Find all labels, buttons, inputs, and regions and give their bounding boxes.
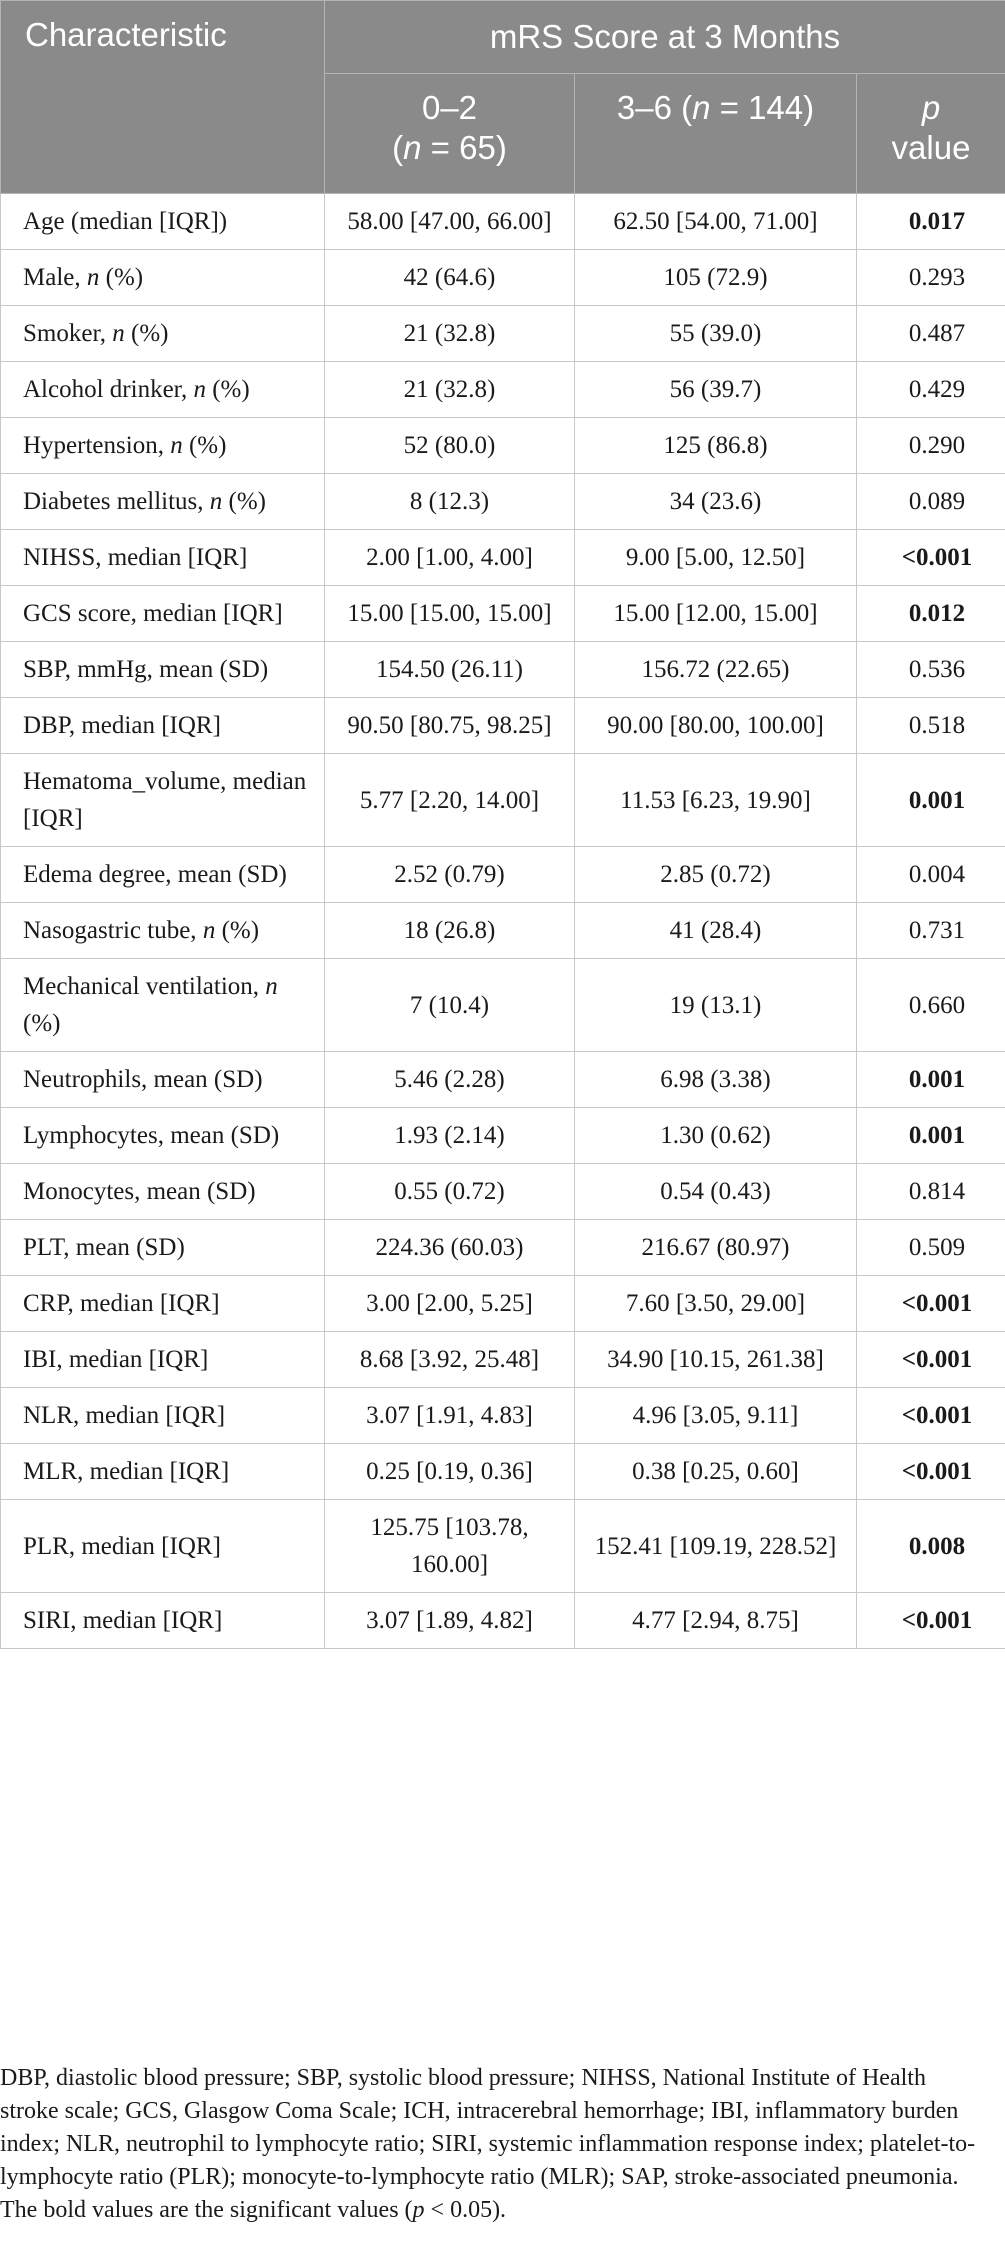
group-3-6-cell: 125 (86.8) — [575, 418, 857, 474]
characteristic-cell: Neutrophils, mean (SD) — [1, 1052, 325, 1108]
characteristic-cell: SBP, mmHg, mean (SD) — [1, 642, 325, 698]
table-row — [1, 1332, 1005, 1388]
characteristic-cell: IBI, median [IQR] — [1, 1332, 325, 1388]
group-0-2-cell: 52 (80.0) — [325, 418, 575, 474]
group-0-2-cell: 5.77 [2.20, 14.00] — [325, 754, 575, 847]
table-row — [1, 1164, 1005, 1220]
p-value-cell: 0.731 — [857, 903, 1005, 959]
group-0-2-cell: 125.75 [103.78, 160.00] — [325, 1500, 575, 1593]
table-footnote: DBP, diastolic blood pressure; SBP, systolic blood pressure; NIHSS, National Institute of Health stroke scale; GCS, Glasgow Coma Scale; ICH, intracerebral hemorrhage; IBI, inflammatory burden index; NLR, neutrophil to lymphocyte ratio; SIRI, systemic inflammation response index; platelet-to-lymphocyte ratio (PLR); monocyte-to-lymphocyte ratio (MLR); SAP, stroke-associated pneumonia. The bold values are the significant values (p < 0.05). — [0, 2065, 976, 2223]
group-0-2-cell: 3.07 [1.91, 4.83] — [325, 1388, 575, 1444]
table-row — [1, 1052, 1005, 1108]
group-3-6-cell: 1.30 (0.62) — [575, 1108, 857, 1164]
table-row — [1, 1220, 1005, 1276]
group-3-6-cell: 62.50 [54.00, 71.00] — [575, 194, 857, 250]
table-row — [1, 474, 1005, 530]
p-value-cell: 0.008 — [857, 1500, 1005, 1593]
characteristic-cell: Hematoma_volume, median [IQR] — [1, 754, 325, 847]
group-0-2-cell: 1.93 (2.14) — [325, 1108, 575, 1164]
group-0-2-cell: 154.50 (26.11) — [325, 642, 575, 698]
group-0-2-cell: 58.00 [47.00, 66.00] — [325, 194, 575, 250]
header-group-0-2: 0–2 (n = 65) — [325, 74, 575, 194]
p-value-cell: 0.814 — [857, 1164, 1005, 1220]
group-3-6-cell: 216.67 (80.97) — [575, 1220, 857, 1276]
p-value-cell: 0.004 — [857, 847, 1005, 903]
p-value-cell: <0.001 — [857, 1332, 1005, 1388]
group-0-2-cell: 0.25 [0.19, 0.36] — [325, 1444, 575, 1500]
table-row — [1, 194, 1005, 250]
p-value-cell: 0.518 — [857, 698, 1005, 754]
table-row — [1, 1388, 1005, 1444]
characteristic-cell: Alcohol drinker, n (%) — [1, 362, 325, 418]
characteristic-cell: Edema degree, mean (SD) — [1, 847, 325, 903]
group-0-2-cell: 2.52 (0.79) — [325, 847, 575, 903]
group-0-2-cell: 15.00 [15.00, 15.00] — [325, 586, 575, 642]
characteristic-cell: NLR, median [IQR] — [1, 1388, 325, 1444]
p-value-cell: 0.017 — [857, 194, 1005, 250]
group-3-6-cell: 156.72 (22.65) — [575, 642, 857, 698]
group-3-6-cell: 4.77 [2.94, 8.75] — [575, 1593, 857, 1649]
group-3-6-cell: 11.53 [6.23, 19.90] — [575, 754, 857, 847]
characteristic-cell: PLT, mean (SD) — [1, 1220, 325, 1276]
group-3-6-cell: 0.54 (0.43) — [575, 1164, 857, 1220]
header-p-value: p value — [857, 74, 1005, 194]
p-value-cell: 0.660 — [857, 959, 1005, 1052]
characteristic-cell: GCS score, median [IQR] — [1, 586, 325, 642]
group-0-2-cell: 7 (10.4) — [325, 959, 575, 1052]
p-value-cell: 0.012 — [857, 586, 1005, 642]
characteristic-cell: PLR, median [IQR] — [1, 1500, 325, 1593]
group-3-6-cell: 9.00 [5.00, 12.50] — [575, 530, 857, 586]
group-3-6-cell: 4.96 [3.05, 9.11] — [575, 1388, 857, 1444]
table-row — [1, 1108, 1005, 1164]
group-0-2-cell: 3.00 [2.00, 5.25] — [325, 1276, 575, 1332]
table-row — [1, 586, 1005, 642]
characteristic-cell: MLR, median [IQR] — [1, 1444, 325, 1500]
characteristic-cell: Mechanical ventilation, n (%) — [1, 959, 325, 1052]
group-3-6-cell: 2.85 (0.72) — [575, 847, 857, 903]
header-characteristic: Characteristic — [1, 1, 325, 194]
table-row — [1, 1593, 1005, 1649]
characteristic-cell: DBP, median [IQR] — [1, 698, 325, 754]
table-row — [1, 959, 1005, 1052]
p-value-cell: 0.001 — [857, 1108, 1005, 1164]
characteristic-cell: Nasogastric tube, n (%) — [1, 903, 325, 959]
group-0-2-cell: 8.68 [3.92, 25.48] — [325, 1332, 575, 1388]
table-row — [1, 903, 1005, 959]
characteristic-cell: Smoker, n (%) — [1, 306, 325, 362]
table-row — [1, 530, 1005, 586]
group-3-6-cell: 34.90 [10.15, 261.38] — [575, 1332, 857, 1388]
p-value-cell: 0.089 — [857, 474, 1005, 530]
p-value-cell: 0.509 — [857, 1220, 1005, 1276]
p-value-cell: 0.293 — [857, 250, 1005, 306]
table-row — [1, 698, 1005, 754]
p-value-cell: <0.001 — [857, 1444, 1005, 1500]
group-0-2-cell: 5.46 (2.28) — [325, 1052, 575, 1108]
group-3-6-cell: 6.98 (3.38) — [575, 1052, 857, 1108]
table-row — [1, 362, 1005, 418]
characteristic-cell: SIRI, median [IQR] — [1, 1593, 325, 1649]
characteristic-cell: CRP, median [IQR] — [1, 1276, 325, 1332]
group-3-6-cell: 90.00 [80.00, 100.00] — [575, 698, 857, 754]
characteristic-cell: Monocytes, mean (SD) — [1, 1164, 325, 1220]
p-value-cell: <0.001 — [857, 530, 1005, 586]
p-value-cell: 0.487 — [857, 306, 1005, 362]
group-0-2-cell: 18 (26.8) — [325, 903, 575, 959]
characteristic-cell: Lymphocytes, mean (SD) — [1, 1108, 325, 1164]
p-value-cell: 0.290 — [857, 418, 1005, 474]
p-value-cell: <0.001 — [857, 1388, 1005, 1444]
p-value-cell: 0.536 — [857, 642, 1005, 698]
group-3-6-cell: 41 (28.4) — [575, 903, 857, 959]
characteristic-cell: NIHSS, median [IQR] — [1, 530, 325, 586]
table-row — [1, 642, 1005, 698]
p-value-cell: <0.001 — [857, 1593, 1005, 1649]
characteristic-cell: Age (median [IQR]) — [1, 194, 325, 250]
table-row — [1, 1500, 1005, 1593]
table-row — [1, 847, 1005, 903]
group-0-2-cell: 8 (12.3) — [325, 474, 575, 530]
table-row — [1, 1276, 1005, 1332]
table-row — [1, 306, 1005, 362]
group-0-2-cell: 42 (64.6) — [325, 250, 575, 306]
group-3-6-cell: 105 (72.9) — [575, 250, 857, 306]
group-0-2-cell: 21 (32.8) — [325, 306, 575, 362]
characteristic-cell: Hypertension, n (%) — [1, 418, 325, 474]
characteristic-cell: Diabetes mellitus, n (%) — [1, 474, 325, 530]
group-0-2-cell: 0.55 (0.72) — [325, 1164, 575, 1220]
table-row — [1, 754, 1005, 847]
group-0-2-cell: 21 (32.8) — [325, 362, 575, 418]
characteristic-cell: Male, n (%) — [1, 250, 325, 306]
p-value-cell: 0.001 — [857, 754, 1005, 847]
group-0-2-cell: 224.36 (60.03) — [325, 1220, 575, 1276]
group-3-6-cell: 15.00 [12.00, 15.00] — [575, 586, 857, 642]
group-3-6-cell: 55 (39.0) — [575, 306, 857, 362]
group-3-6-cell: 56 (39.7) — [575, 362, 857, 418]
group-0-2-cell: 2.00 [1.00, 4.00] — [325, 530, 575, 586]
group-3-6-cell: 19 (13.1) — [575, 959, 857, 1052]
group-3-6-cell: 7.60 [3.50, 29.00] — [575, 1276, 857, 1332]
header-group-3-6: 3–6 (n = 144) — [575, 74, 857, 194]
table-row — [1, 250, 1005, 306]
group-3-6-cell: 0.38 [0.25, 0.60] — [575, 1444, 857, 1500]
p-value-cell: <0.001 — [857, 1276, 1005, 1332]
header-mrs-score: mRS Score at 3 Months — [325, 1, 1005, 74]
group-3-6-cell: 152.41 [109.19, 228.52] — [575, 1500, 857, 1593]
table-row — [1, 418, 1005, 474]
group-3-6-cell: 34 (23.6) — [575, 474, 857, 530]
group-0-2-cell: 90.50 [80.75, 98.25] — [325, 698, 575, 754]
group-0-2-cell: 3.07 [1.89, 4.82] — [325, 1593, 575, 1649]
p-value-cell: 0.001 — [857, 1052, 1005, 1108]
p-value-cell: 0.429 — [857, 362, 1005, 418]
table-row — [1, 1444, 1005, 1500]
